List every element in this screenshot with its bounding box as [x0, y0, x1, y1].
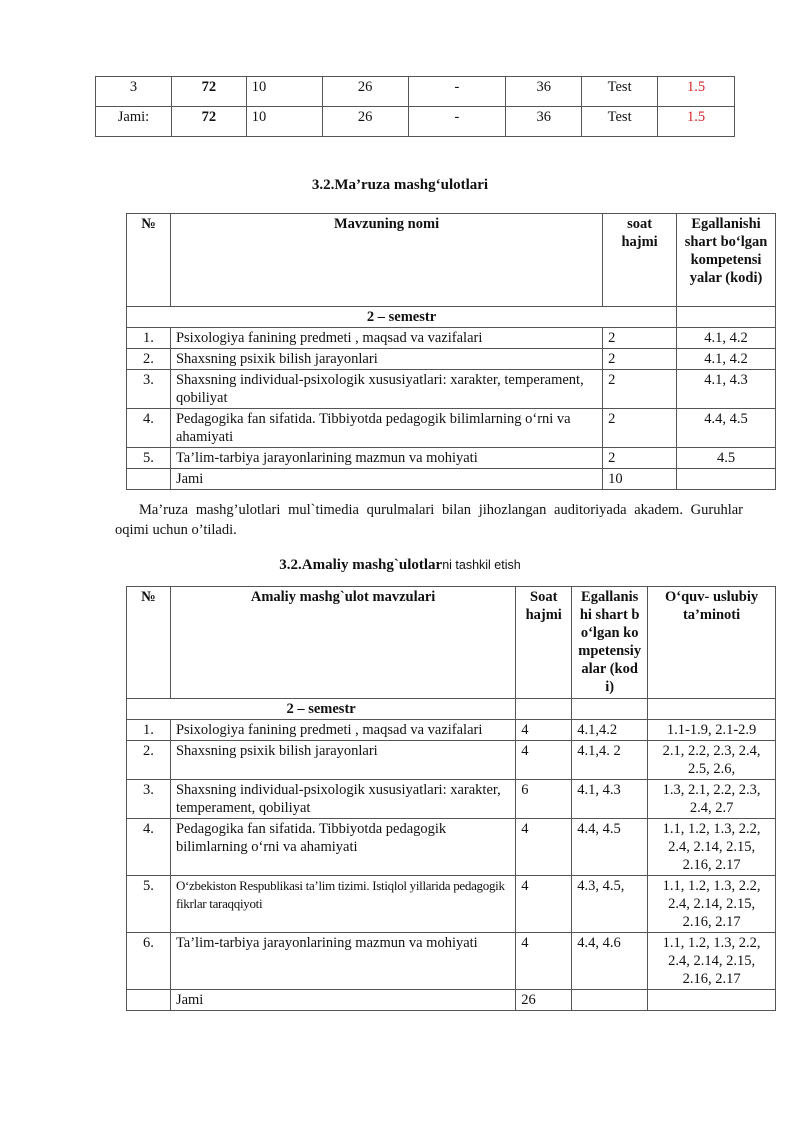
semester-row [127, 699, 776, 720]
col-header-topic: Amaliy mashg`ulot mavzulari [170, 587, 515, 699]
practical-section-title [0, 557, 800, 574]
row-resources: 1.1, 1.2, 1.3, 2.2, 2.4, 2.14, 2.15, 2.16, 2.17 [648, 933, 776, 990]
row-competencies: 4.1, 4.2 [677, 328, 776, 349]
row-topic: Shaxsning individual-psixologik xususiyatlari: xarakter, temperament, qobiliyat [170, 780, 515, 819]
row-hours: 2 [603, 349, 677, 370]
row-resources: 1.1, 1.2, 1.3, 2.2, 2.4, 2.14, 2.15, 2.16, 2.17 [648, 876, 776, 933]
row-topic: Pedagogika fan sifatida. Tibbiyotda pedagogik bilimlarning o‘rni va ahamiyati [170, 409, 602, 448]
table-row [127, 720, 776, 741]
row-topic: Ta’lim-tarbiya jarayonlarining mazmun va mohiyati [170, 448, 602, 469]
row-competencies: 4.4, 4.5 [572, 819, 648, 876]
independent-hours-cell: 36 [506, 77, 582, 107]
table-row [127, 819, 776, 876]
row-topic: O‘zbekiston Respublikasi ta’lim tizimi. Istiqlol yillarida pedagogik fikrlar taraqqiyoti [170, 876, 515, 933]
col-header-competencies: Egallanishi shart bo‘lgan kompetensiyalar (kodi) [572, 587, 648, 699]
table-row [127, 876, 776, 933]
row-number: 4. [127, 819, 171, 876]
independent-hours-cell: 36 [506, 107, 582, 137]
empty-cell [127, 469, 171, 490]
total-hours-cell: 72 [171, 77, 246, 107]
empty-cell [572, 990, 648, 1011]
table-row [127, 328, 776, 349]
table-row [96, 107, 735, 137]
col-header-hours: Soat hajmi [516, 587, 572, 699]
row-topic: Shaxsning individual-psixologik xususiyatlari: xarakter, temperament, qobiliyat [170, 370, 602, 409]
row-topic: Shaxsning psixik bilish jarayonlari [170, 349, 602, 370]
lecture-hours-cell: 10 [246, 107, 322, 137]
row-number: 5. [127, 448, 171, 469]
empty-cell [677, 307, 776, 328]
row-resources: 2.1, 2.2, 2.3, 2.4, 2.5, 2.6, [648, 741, 776, 780]
lab-hours-cell: - [408, 77, 506, 107]
total-hours: 10 [603, 469, 677, 490]
row-topic: Psixologiya fanining predmeti , maqsad va vazifalari [170, 720, 515, 741]
row-competencies: 4.5 [677, 448, 776, 469]
row-hours: 2 [603, 370, 677, 409]
table-header-row [127, 214, 776, 307]
assessment-cell: Test [582, 107, 658, 137]
table-row [127, 780, 776, 819]
table-row [127, 409, 776, 448]
row-number: 6. [127, 933, 171, 990]
row-number: 1. [127, 328, 171, 349]
row-topic: Ta’lim-tarbiya jarayonlarining mazmun va mohiyati [170, 933, 515, 990]
row-number: 4. [127, 409, 171, 448]
lecture-section-title: 3.2.Ma’ruza mashg‘ulotlari [311, 177, 489, 193]
row-number: 3. [127, 780, 171, 819]
assessment-cell: Test [582, 77, 658, 107]
col-header-competencies: Egallanishi shart bo‘lgan kompetensi yalar (kodi) [677, 214, 776, 307]
lab-hours-cell: - [408, 107, 506, 137]
row-hours: 2 [603, 328, 677, 349]
row-hours: 4 [516, 720, 572, 741]
row-number: 2. [127, 349, 171, 370]
row-topic: Pedagogika fan sifatida. Tibbiyotda pedagogik bilimlarning o‘rni va ahamiyati [170, 819, 515, 876]
col-header-hours: soat hajmi [603, 214, 677, 307]
row-number: 5. [127, 876, 171, 933]
row-number: 1. [127, 720, 171, 741]
total-label-cell: Jami: [96, 107, 172, 137]
empty-cell [648, 990, 776, 1011]
col-header-number: № [127, 214, 171, 307]
table-row [127, 349, 776, 370]
table-header-row [127, 587, 776, 699]
semester-cell: 3 [96, 77, 172, 107]
row-competencies: 4.1, 4.2 [677, 349, 776, 370]
row-competencies: 4.1, 4.3 [572, 780, 648, 819]
semester-label: 2 – semestr [127, 307, 677, 328]
row-topic: Shaxsning psixik bilish jarayonlari [170, 741, 515, 780]
row-resources: 1.1, 1.2, 1.3, 2.2, 2.4, 2.14, 2.15, 2.16, 2.17 [648, 819, 776, 876]
lecture-note-paragraph: Ma’ruza mashg’ulotlari mul`timedia qurulmalari bilan jihozlangan auditoriyada akadem. Guruhlar oqimi uchun o’tiladi. [115, 502, 743, 538]
col-header-topic: Mavzuning nomi [170, 214, 602, 307]
row-hours: 4 [516, 741, 572, 780]
row-hours: 4 [516, 876, 572, 933]
practical-table [126, 586, 776, 1011]
practical-title-rest: ni tashkil etish [442, 558, 521, 572]
total-row [127, 469, 776, 490]
empty-cell [127, 990, 171, 1011]
row-competencies: 4.4, 4.6 [572, 933, 648, 990]
row-hours: 4 [516, 933, 572, 990]
row-hours: 4 [516, 819, 572, 876]
empty-cell [648, 699, 776, 720]
row-competencies: 4.1, 4.3 [677, 370, 776, 409]
table-row [127, 933, 776, 990]
table-row [127, 741, 776, 780]
row-competencies: 4.1,4. 2 [572, 741, 648, 780]
row-number: 2. [127, 741, 171, 780]
practical-hours-cell: 26 [322, 107, 408, 137]
practical-title-bold: 3.2.Amaliy mashg`ulotlar [279, 557, 443, 573]
row-competencies: 4.1,4.2 [572, 720, 648, 741]
col-header-resources: O‘quv- uslubiy ta’minoti [648, 587, 776, 699]
row-hours: 2 [603, 409, 677, 448]
lecture-hours-cell: 10 [246, 77, 322, 107]
empty-cell [572, 699, 648, 720]
table-row [96, 77, 735, 107]
total-label: Jami [170, 990, 515, 1011]
semester-row [127, 307, 776, 328]
col-header-number: № [127, 587, 171, 699]
practical-hours-cell: 26 [322, 77, 408, 107]
total-hours-cell: 72 [171, 107, 246, 137]
lecture-table [126, 213, 776, 490]
total-label: Jami [170, 469, 602, 490]
table-row [127, 370, 776, 409]
row-hours: 6 [516, 780, 572, 819]
row-hours: 2 [603, 448, 677, 469]
hours-summary-table [95, 76, 735, 137]
row-competencies: 4.3, 4.5, [572, 876, 648, 933]
credits-cell: 1.5 [658, 77, 735, 107]
total-row [127, 990, 776, 1011]
row-resources: 1.3, 2.1, 2.2, 2.3, 2.4, 2.7 [648, 780, 776, 819]
row-topic: Psixologiya fanining predmeti , maqsad va vazifalari [170, 328, 602, 349]
row-resources: 1.1-1.9, 2.1-2.9 [648, 720, 776, 741]
row-competencies: 4.4, 4.5 [677, 409, 776, 448]
empty-cell [677, 469, 776, 490]
table-row [127, 448, 776, 469]
total-hours: 26 [516, 990, 572, 1011]
empty-cell [516, 699, 572, 720]
semester-label: 2 – semestr [127, 699, 516, 720]
credits-cell: 1.5 [658, 107, 735, 137]
row-number: 3. [127, 370, 171, 409]
